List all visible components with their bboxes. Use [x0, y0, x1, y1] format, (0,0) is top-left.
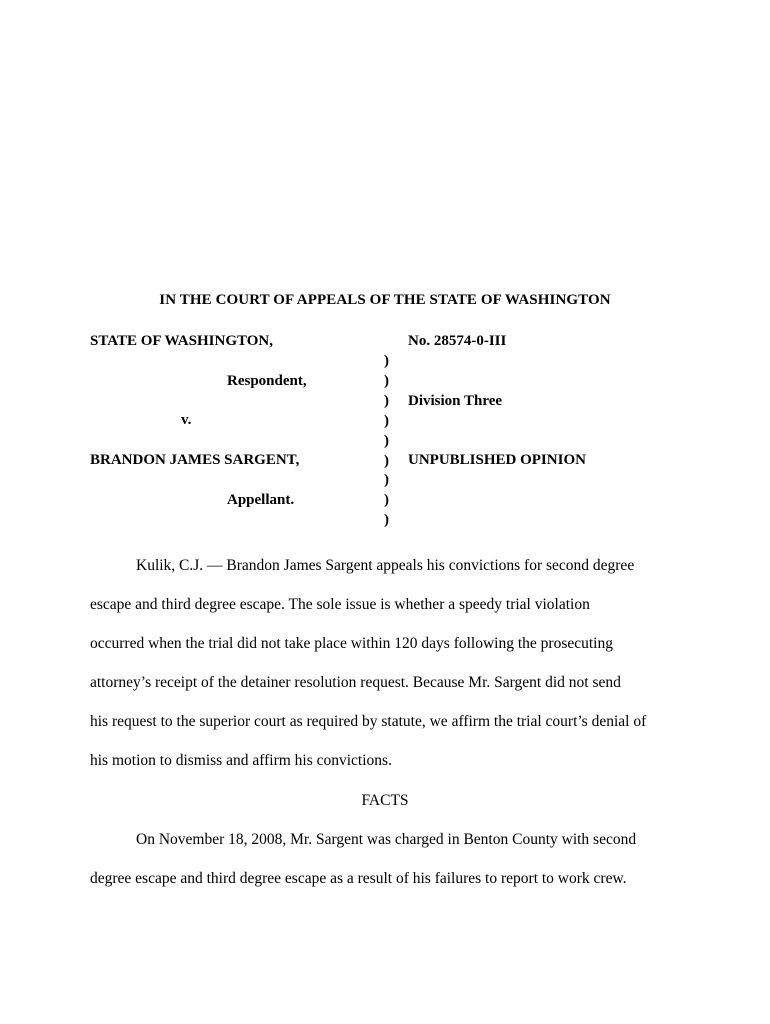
caption-paren: ): [384, 372, 389, 389]
caption-paren: ): [384, 432, 389, 449]
division-label: Division Three: [408, 393, 503, 409]
facts-paragraph: [90, 820, 690, 898]
text-line: On November 18, 2008, Mr. Sargent was charged in Benton County with second: [136, 830, 637, 848]
defendant-name: BRANDON JAMES SARGENT,: [90, 452, 300, 468]
caption-paren: ): [384, 472, 389, 489]
opinion-type: UNPUBLISHED OPINION: [408, 452, 586, 468]
text-line: his motion to dismiss and affirm his convictions.: [90, 752, 392, 770]
text-line: degree escape and third degree escape as a result of his failures to report to work crew.: [90, 869, 627, 887]
text-line: attorney’s receipt of the detainer resolution request. Because Mr. Sargent did not send: [90, 674, 621, 692]
defendant-role: Appellant.: [227, 492, 295, 508]
caption-paren: ): [384, 512, 389, 529]
versus-label: v.: [181, 412, 192, 428]
court-title: IN THE COURT OF APPEALS OF THE STATE OF WASHINGTON: [159, 292, 611, 308]
plaintiff-name: STATE OF WASHINGTON,: [90, 333, 273, 349]
caption-paren: ): [384, 492, 389, 509]
caption-paren: ): [384, 412, 389, 429]
caption-paren: ): [384, 452, 389, 469]
plaintiff-role: Respondent,: [227, 373, 307, 389]
text-line: his request to the superior court as required by statute, we affirm the trial court’s denial of: [90, 713, 647, 731]
facts-heading: FACTS: [361, 791, 409, 809]
caption-paren: ): [384, 392, 389, 409]
opinion-body: [90, 546, 690, 898]
text-line: escape and third degree escape. The sole issue is whether a speedy trial violation: [90, 596, 590, 614]
caption-paren: ): [384, 353, 389, 369]
text-line: occurred when the trial did not take place within 120 days following the prosecuting: [90, 635, 613, 653]
case-number: No. 28574-0-III: [408, 333, 507, 349]
intro-paragraph: [90, 546, 690, 781]
text-line: Kulik, C.J. — Brandon James Sargent appeals his convictions for second degree: [136, 557, 635, 574]
caption-paren-column: [384, 352, 389, 531]
